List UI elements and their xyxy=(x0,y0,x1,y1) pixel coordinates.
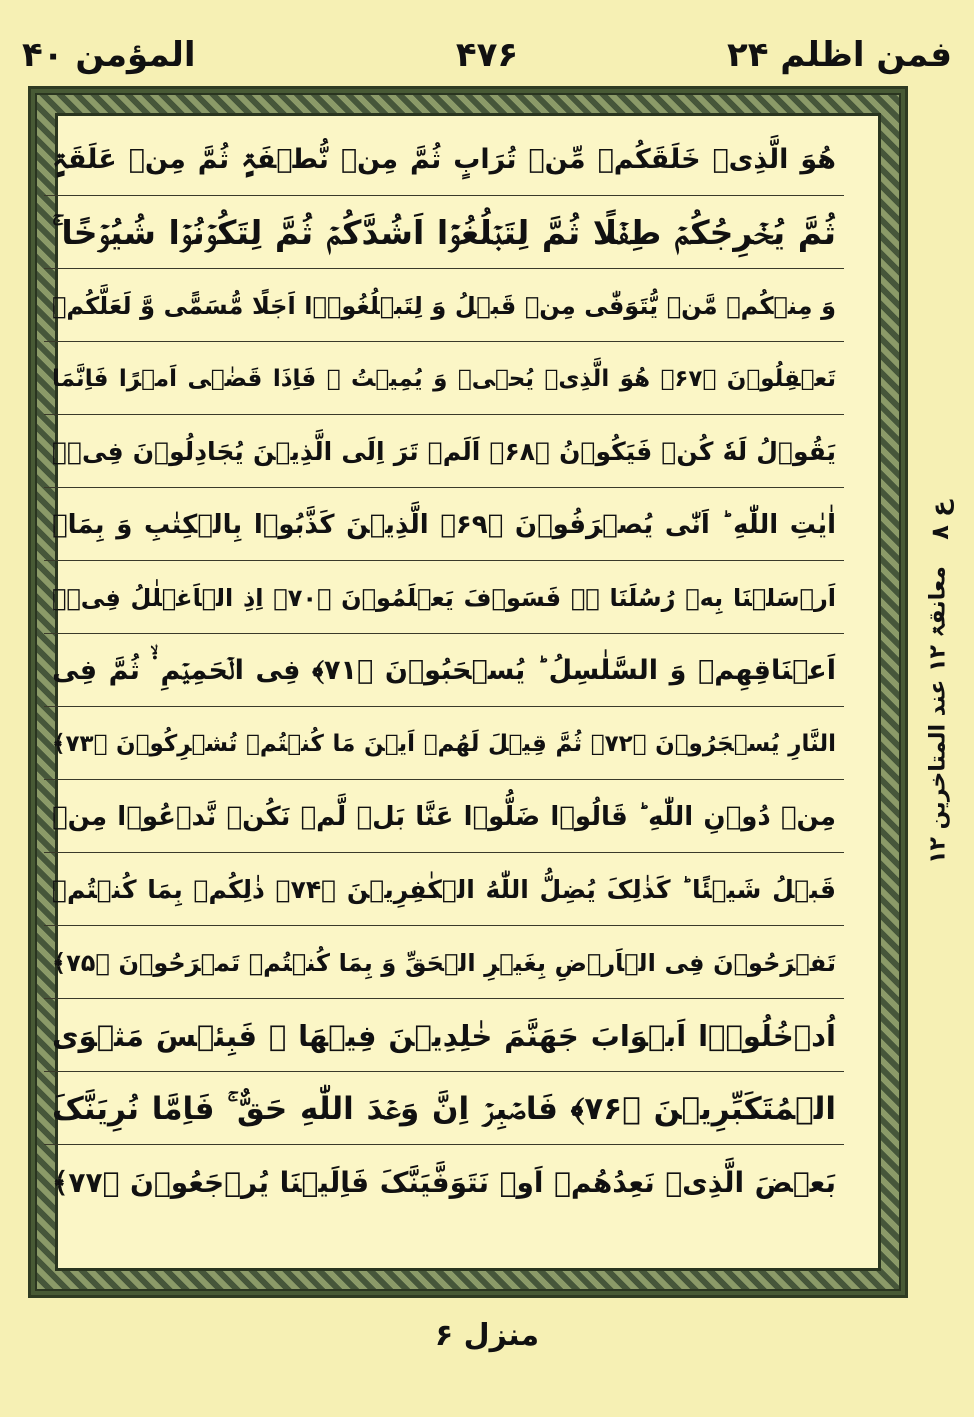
verse-line xyxy=(44,270,844,342)
verse-line-text: اَرۡسَلۡنَا بِهٖ رُسُلَنَا ۟ۛ فَسَوۡفَ یَعۡلَمُوۡنَ ﴿۷۰﴾ اِذِ الۡاَغۡلٰلُ فِیۡۤ xyxy=(52,584,836,612)
verse-line xyxy=(44,635,844,707)
page-number: ۴۷۶ xyxy=(455,35,519,75)
verse-line-text: هُوَ الَّذِیۡ خَلَقَکُمۡ مِّنۡ تُرَابٍ ثُمَّ مِنۡ نُّطۡفَۃٍ ثُمَّ مِنۡ عَلَقَۃٍ xyxy=(52,144,836,175)
verse-line xyxy=(44,1146,844,1218)
verse-line xyxy=(44,197,844,269)
verse-line xyxy=(44,562,844,634)
verse-line xyxy=(44,489,844,561)
ruku-marker xyxy=(920,475,960,565)
verse-line xyxy=(44,1073,844,1145)
margin-note xyxy=(916,566,960,864)
verse-line xyxy=(44,416,844,488)
verse-line-text: وَ مِنۡکُمۡ مَّنۡ یُّتَوَفّٰی مِنۡ قَبۡلُ وَ لِتَبۡلُغُوۡۤا اَجَلًا مُّسَمًّی وَّ لَعَلَّکُمۡ xyxy=(52,292,836,320)
verse-line xyxy=(44,124,844,196)
verse-line xyxy=(44,854,844,926)
verse-line xyxy=(44,708,844,780)
verse-line-text: قَبۡلُ شَیۡئًا ؕ کَذٰلِکَ یُضِلُّ اللّٰهُ الۡکٰفِرِیۡنَ ﴿۷۴﴾ ذٰلِکُمۡ بِمَا کُنۡتُمۡ xyxy=(52,875,836,904)
verse-line xyxy=(44,1000,844,1072)
verse-line-text: بَعۡضَ الَّذِیۡ نَعِدُهُمۡ اَوۡ نَتَوَفَّیَنَّکَ فَاِلَیۡنَا یُرۡجَعُوۡنَ ﴿۷۷﴾ xyxy=(52,1166,836,1199)
verse-line xyxy=(44,781,844,853)
ruku-marker-text: ع ۸ xyxy=(926,500,954,540)
verse-line xyxy=(44,927,844,999)
para-name: فمن اظلم ۲۴ xyxy=(726,35,952,75)
verse-line-text: اُدۡخُلُوۡۤا اَبۡوَابَ جَهَنَّمَ خٰلِدِیۡنَ فِیۡهَا ۚ فَبِئۡسَ مَثۡوَی xyxy=(52,1019,836,1053)
page-header xyxy=(0,30,974,80)
verse-line-text: مِنۡ دُوۡنِ اللّٰهِ ؕ قَالُوۡا ضَلُّوۡا عَنَّا بَلۡ لَّمۡ نَکُنۡ نَّدۡعُوۡا مِنۡ xyxy=(52,802,836,832)
verse-line-text: اٰیٰتِ اللّٰهِ ؕ اَنّٰی یُصۡرَفُوۡنَ ﴿۶۹﴾ الَّذِیۡنَ کَذَّبُوۡا بِالۡکِتٰبِ وَ بِمَاۤ xyxy=(52,510,836,540)
verse-line-text: الۡمُتَکَبِّرِیۡنَ ﴿۷۶﴾ فَاصۡبِرۡ اِنَّ وَعۡدَ اللّٰهِ حَقٌّ ۚ فَاِمَّا نُرِیَنَّکَ xyxy=(52,1091,836,1127)
verse-line-text: ثُمَّ یُخۡرِجُکُمۡ طِفۡلًا ثُمَّ لِتَبۡلُغُوۡۤا اَشُدَّکُمۡ ثُمَّ لِتَکُوۡنُوۡا شُیُوۡخًا ۚ xyxy=(52,213,836,252)
verse-line-text: النَّارِ یُسۡجَرُوۡنَ ﴿۷۲﴾ ثُمَّ قِیۡلَ لَهُمۡ اَیۡنَ مَا کُنۡتُمۡ تُشۡرِکُوۡنَ ﴿۷۳﴾ xyxy=(52,731,836,757)
manzil-label: منزل ۶ xyxy=(434,1318,540,1353)
verse-line-text: اَعۡنَاقِهِمۡ وَ السَّلٰسِلُ ؕ یُسۡحَبُوۡنَ ﴿۷۱﴾ فِی الۡحَمِیۡمِ ۬ۙ ثُمَّ فِی xyxy=(52,655,836,686)
verse-line-text: تَعۡقِلُوۡنَ ﴿۶۷﴾ هُوَ الَّذِیۡ یُحۡیٖ وَ یُمِیۡتُ ۚ فَاِذَا قَضٰۤی اَمۡرًا فَاِنَّمَا xyxy=(52,366,836,392)
verse-line xyxy=(44,343,844,415)
verse-lines xyxy=(44,124,844,1274)
verse-line-text: یَقُوۡلُ لَهٗ کُنۡ فَیَکُوۡنُ ﴿۶۸﴾ اَلَمۡ تَرَ اِلَی الَّذِیۡنَ یُجَادِلُوۡنَ فِیۡۤ xyxy=(52,437,836,466)
verse-line-text: تَفۡرَحُوۡنَ فِی الۡاَرۡضِ بِغَیۡرِ الۡحَقِّ وَ بِمَا کُنۡتُمۡ تَمۡرَحُوۡنَ ﴿۷۵﴾ xyxy=(52,949,836,977)
margin-note-text: معانقۃ ۱۲ عند المتاخرین ۱۲ xyxy=(925,566,951,864)
surah-name: المؤمن ۴۰ xyxy=(22,35,196,75)
